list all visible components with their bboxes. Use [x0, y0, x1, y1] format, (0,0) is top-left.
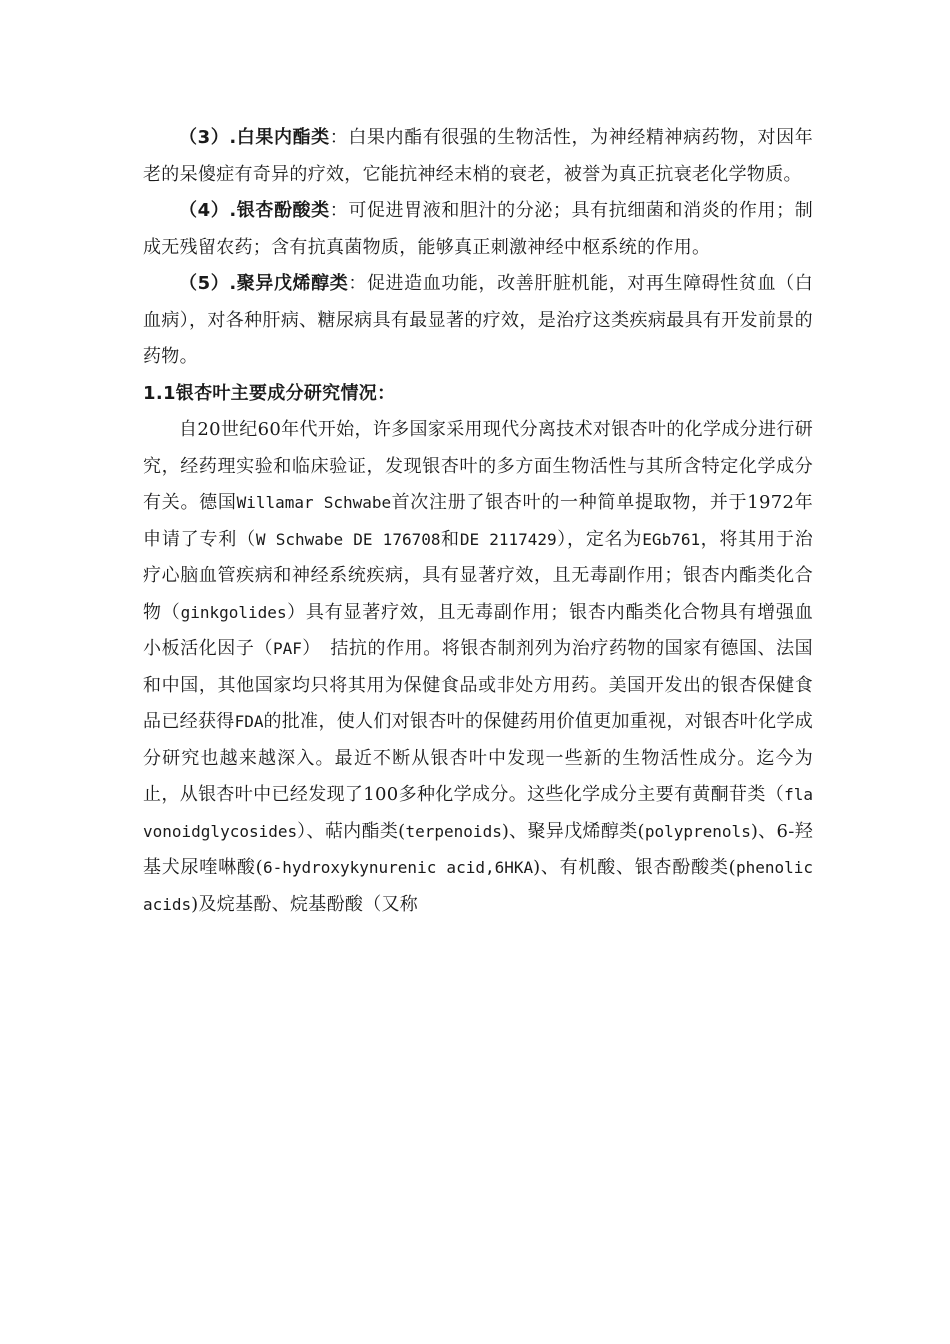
- body-paragraph: [143, 412, 813, 923]
- item-text: ：促进造血功能，改善肝脏机能，对再生障碍性贫血（白血病），对各种肝病、糖尿病具有最显著的疗效，是治疗这类疾病最具有开发前景的药物。: [143, 273, 813, 367]
- latin-term: FDA: [234, 712, 264, 731]
- latin-term: DE 2117429: [459, 529, 557, 549]
- latin-term: W Schwabe DE 176708: [255, 529, 441, 549]
- body-text: ）具有显著疗效，且无毒副作用；银杏内酯类化合物具有增强血小板活化因子（: [143, 601, 813, 659]
- section-heading: 1.1银杏叶主要成分研究情况：: [143, 382, 396, 404]
- body-text: ，将其用于治疗心脑血管疾病和神经系统疾病，具有显著疗效，且无毒副作用；银杏内酯类化合物（: [143, 528, 813, 623]
- body-text: )及烷基酚、烷基酚酸（又称: [191, 893, 419, 915]
- list-item: [143, 193, 813, 266]
- item-lead: （4）.银杏酚酸类: [179, 200, 330, 221]
- list-item: [143, 120, 813, 193]
- latin-term: polyprenols: [644, 821, 751, 841]
- latin-term: flavonoidglycosides: [143, 785, 813, 841]
- item-text: ：可促进胃液和胆汁的分泌；具有抗细菌和消炎的作用；制成无残留农药；含有抗真菌物质，能够真正刺激神经中枢系统的作用。: [143, 200, 813, 258]
- latin-term: PAF: [273, 639, 302, 658]
- body-text: ） 拮抗的作用。将银杏制剂列为治疗药物的国家有德国、法国和中国，其他国家均只将其用为保健食品或非处方用药。美国开发出的银杏保健食品已经获得: [143, 638, 813, 732]
- latin-term: ginkgolides: [180, 602, 287, 622]
- body-text: )、6-羟基犬尿喹啉酸(: [143, 820, 813, 878]
- item-lead: （3）.白果内酯类: [179, 127, 330, 148]
- document-body: [143, 120, 813, 923]
- body-text: ）、萜内酯类(: [297, 820, 406, 842]
- body-text: 首次注册了银杏叶的一种简单提取物，并于1972年申请了专利（: [143, 492, 813, 550]
- latin-term: Willamar Schwabe: [236, 493, 392, 512]
- latin-term: 6-hydroxykynurenic acid,6HKA: [262, 858, 534, 877]
- body-text: 和: [440, 528, 460, 550]
- item-text: ：白果内酯有很强的生物活性，为神经精神病药物，对因年老的呆傻症有奇异的疗效，它能抗神经末梢的衰老，被誉为真正抗衰老化学物质。: [143, 127, 813, 185]
- item-lead: （5）.聚异戊烯醇类: [179, 273, 349, 294]
- body-text: )、有机酸、银杏酚酸类(: [533, 857, 736, 878]
- list-item: [143, 266, 813, 376]
- latin-term: phenolic acids: [143, 858, 813, 914]
- body-text: ），定名为: [556, 528, 643, 550]
- body-text: 自20世纪60年代开始，许多国家采用现代分离技术对银杏叶的化学成分进行研究，经药理实验和临床验证，发现银杏叶的多方面生物活性与其所含特定化学成分有关。德国: [143, 419, 813, 513]
- latin-term: terpenoids: [405, 821, 502, 841]
- body-text: )、聚异戊烯醇类(: [501, 820, 645, 842]
- latin-term: EGb761: [642, 529, 701, 549]
- body-text: 的批准，使人们对银杏叶的保健药用价值更加重视，对银杏叶化学成分研究也越来越深入。最近不断从银杏叶中发现一些新的生物活性成分。迄今为止，从银杏叶中已经发现了100多种化学成分。这些化学成分主要有黄酮苷类（: [143, 711, 814, 805]
